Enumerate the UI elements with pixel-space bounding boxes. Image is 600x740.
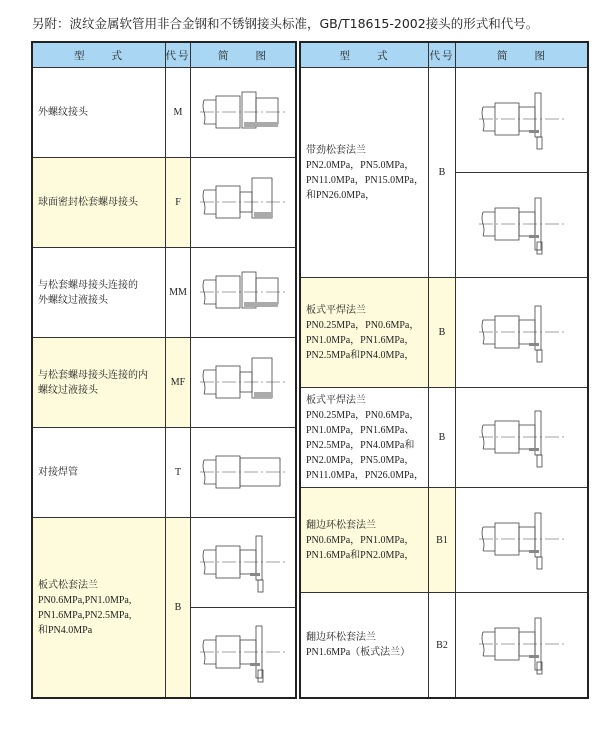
left-row-0-code-text: M (173, 107, 183, 118)
right-row-3-type-text: 翻边环松套法兰 PN0.6MPa，PN1.0MPa， PN1.6MPa和PN2.0MPa， (306, 519, 415, 561)
right-row-0-code-text: B (438, 167, 446, 178)
left-row-5-type-text: 板式松套法兰 PN0.6MPa,PN1.0MPa, PN1.6MPa,PN2.5MPa, 和PN4.0MPa (38, 579, 132, 636)
swivel-nut-connector-drawing (190, 157, 296, 248)
right-row-0-type (300, 67, 429, 278)
left-header-code (165, 42, 191, 68)
butt-weld-pipe-drawing (190, 427, 296, 518)
right-row-2-type (300, 387, 429, 488)
lap-flange-drawing (455, 172, 589, 278)
left-header-type-text: 型 式 (74, 50, 124, 62)
left-row-4-type (32, 427, 166, 518)
loose-flange-drawing (190, 517, 296, 608)
right-row-4-type (300, 592, 429, 698)
female-adapter-drawing (190, 337, 296, 428)
right-header-diagram-text: 简 图 (497, 50, 547, 62)
left-row-1-type (32, 157, 166, 248)
left-row-2-type (32, 247, 166, 338)
right-row-4-code-text: B2 (436, 639, 448, 651)
weld-neck-flange-drawing (455, 387, 589, 488)
right-row-4-type-text: 翻边环松套法兰 PN1.6MPa（板式法兰） (306, 632, 411, 658)
left-row-4-type-text: 对接焊管 (38, 467, 78, 478)
right-row-0-type-text: 带劲松套法兰 PN2.0MPa，PN5.0MPa， PN11.0MPa，PN15.0MPa， 和PN26.0MPa， (306, 144, 424, 201)
left-row-3-code-text: MF (170, 377, 186, 388)
right-header-type-text: 型 式 (339, 50, 390, 62)
left-row-2-code-text: MM (169, 287, 187, 298)
right-header-code (428, 42, 456, 68)
right-row-4-code (428, 592, 456, 698)
right-row-1-type-text: 板式平焊法兰 PN0.25MPa，PN0.6MPa， PN1.0MPa，PN1.6MPa， PN2.5MPa和PN4.0MPa， (306, 304, 420, 361)
left-row-0-type-text: 外螺纹接头 (38, 107, 88, 118)
left-header-diagram (190, 42, 296, 68)
left-row-1-type-text: 球面密封松套螺母接头 (38, 197, 138, 208)
left-row-5-code (165, 517, 191, 698)
male-thread-connector-drawing (190, 67, 296, 158)
left-row-5-code-text: B (174, 602, 182, 613)
left-row-1-code-text: F (175, 197, 181, 208)
lap-flange-drawing (455, 592, 589, 698)
lap-flange-drawing (190, 607, 296, 698)
left-row-4-code (165, 427, 191, 518)
left-row-3-type (32, 337, 166, 428)
slip-on-flange-drawing (455, 277, 589, 388)
left-row-1-code (165, 157, 191, 248)
flared-ring-flange-drawing (455, 487, 589, 593)
left-header-diagram-text: 简 图 (218, 50, 268, 62)
left-row-0-type (32, 67, 166, 158)
left-row-0-code (165, 67, 191, 158)
left-row-2-code (165, 247, 191, 338)
page-title: 另附：波纹金属软管用非合金钢和不锈钢接头标准，GB/T18615-2002接头的形式和代号。 (32, 16, 539, 31)
right-row-2-code-text: B (438, 432, 446, 443)
left-header-type (32, 42, 166, 68)
right-header-diagram (455, 42, 589, 68)
male-adapter-drawing (190, 247, 296, 338)
left-row-4-code-text: T (174, 467, 182, 478)
right-header-code-text: 代号 (429, 50, 455, 62)
right-row-3-code-text: B1 (436, 534, 448, 546)
right-row-2-type-text: 板式平焊法兰 PN0.25MPa，PN0.6MPa， PN1.0MPa，PN1.6MPa、 PN2.5MPa，PN4.0MPa和 PN2.0MPa，PN5.0MPa， PN11.0MPa，PN26.0MPa， (306, 394, 424, 481)
loose-flange-drawing (455, 67, 589, 173)
left-row-2-type-text: 与松套螺母接头连接的 外螺纹过液接头 (38, 279, 138, 306)
right-row-2-code (428, 387, 456, 488)
right-row-0-code (428, 67, 456, 278)
right-header-type (300, 42, 429, 68)
left-row-5-type (32, 517, 166, 698)
right-row-1-code-text: B (438, 327, 446, 338)
left-header-code-text: 代号 (165, 50, 191, 62)
left-row-3-type-text: 与松套螺母接头连接的内 螺纹过液接头 (38, 369, 148, 396)
right-row-1-code (428, 277, 456, 388)
left-row-3-code (165, 337, 191, 428)
right-row-1-type (300, 277, 429, 388)
right-row-3-type (300, 487, 429, 593)
right-row-3-code (428, 487, 456, 593)
